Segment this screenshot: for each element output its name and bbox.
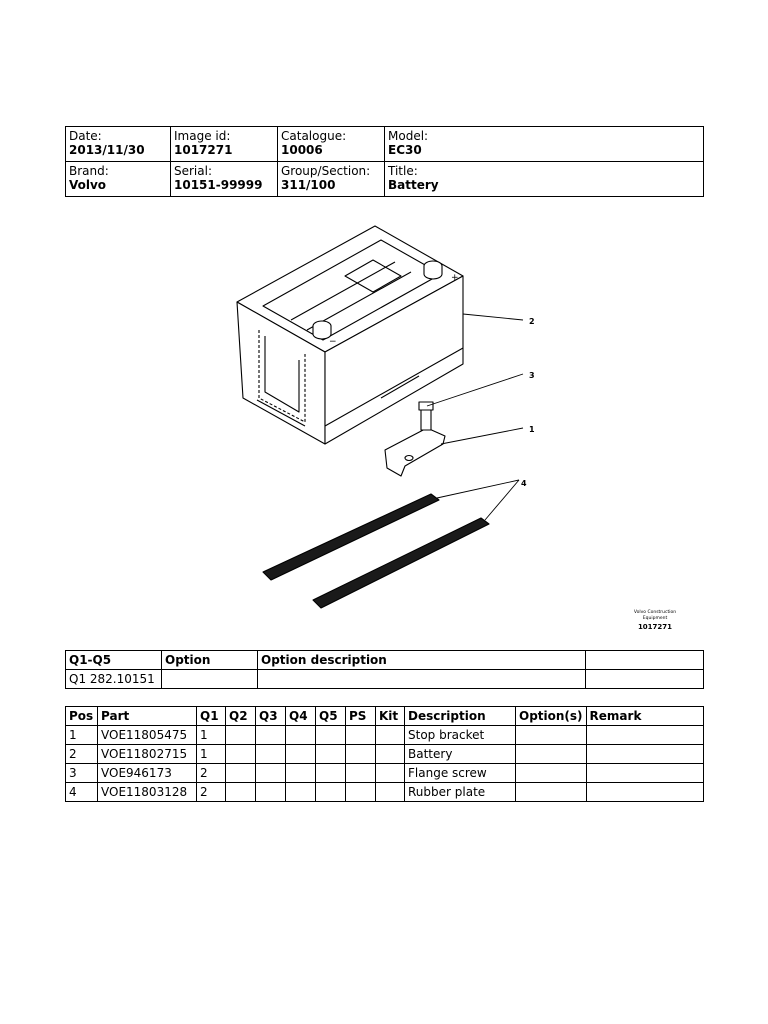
catalogue-label: Catalogue: bbox=[281, 129, 347, 143]
rubber-plate-2 bbox=[313, 518, 489, 608]
svg-text:+: + bbox=[451, 273, 459, 283]
q4-cell bbox=[286, 745, 316, 764]
callout-2: 2 bbox=[529, 317, 535, 326]
description-cell: Battery bbox=[405, 745, 516, 764]
q3-cell bbox=[256, 726, 286, 745]
kit-cell bbox=[376, 764, 405, 783]
parts-header-kit: Kit bbox=[376, 707, 405, 726]
ps-cell bbox=[346, 726, 376, 745]
battery-diagram bbox=[205, 222, 685, 637]
rubber-plate-1 bbox=[263, 494, 439, 580]
group-section-label: Group/Section: bbox=[281, 164, 371, 178]
options-cell: Q1 282.10151 bbox=[66, 670, 162, 689]
parts-header-options: Option(s) bbox=[516, 707, 587, 726]
group-section-cell bbox=[278, 162, 385, 197]
options-header-extra bbox=[586, 651, 704, 670]
image-id-value: 1017271 bbox=[174, 143, 233, 157]
q2-cell bbox=[226, 783, 256, 802]
brand-cell bbox=[66, 162, 171, 197]
q2-cell bbox=[226, 745, 256, 764]
kit-cell bbox=[376, 726, 405, 745]
options-header-option: Option bbox=[162, 651, 258, 670]
q1-cell: 2 bbox=[197, 764, 226, 783]
brand-label: Brand: bbox=[69, 164, 109, 178]
date-cell bbox=[66, 127, 171, 162]
flange-screw-shape bbox=[421, 408, 431, 430]
catalogue-value: 10006 bbox=[281, 143, 323, 157]
options-cell bbox=[162, 670, 258, 689]
part-cell: VOE11805475 bbox=[98, 726, 197, 745]
description-cell: Stop bracket bbox=[405, 726, 516, 745]
remark-cell bbox=[586, 764, 703, 783]
parts-header-ps: PS bbox=[346, 707, 376, 726]
options-cell bbox=[516, 726, 587, 745]
q2-cell bbox=[226, 764, 256, 783]
table-row bbox=[66, 726, 704, 745]
pos-cell: 4 bbox=[66, 783, 98, 802]
exploded-view-figure bbox=[205, 222, 685, 637]
parts-header-description: Description bbox=[405, 707, 516, 726]
q1-cell: 1 bbox=[197, 726, 226, 745]
brand-value: Volvo bbox=[69, 178, 107, 192]
remark-cell bbox=[586, 726, 703, 745]
kit-cell bbox=[376, 745, 405, 764]
options-cell bbox=[586, 670, 704, 689]
serial-label: Serial: bbox=[174, 164, 212, 178]
q5-cell bbox=[316, 783, 346, 802]
kit-cell bbox=[376, 783, 405, 802]
q2-cell bbox=[226, 726, 256, 745]
table-row bbox=[66, 783, 704, 802]
callout-1: 1 bbox=[529, 425, 535, 434]
options-cell bbox=[516, 745, 587, 764]
q1-cell: 1 bbox=[197, 745, 226, 764]
title-label: Title: bbox=[388, 164, 418, 178]
model-value: EC30 bbox=[388, 143, 422, 157]
group-section-value: 311/100 bbox=[281, 178, 336, 192]
q3-cell bbox=[256, 783, 286, 802]
parts-header-q5: Q5 bbox=[316, 707, 346, 726]
part-cell: VOE11802715 bbox=[98, 745, 197, 764]
remark-cell bbox=[586, 745, 703, 764]
model-label: Model: bbox=[388, 129, 429, 143]
q3-cell bbox=[256, 764, 286, 783]
date-label: Date: bbox=[69, 129, 102, 143]
serial-value: 10151-99999 bbox=[174, 178, 263, 192]
stop-bracket-shape bbox=[385, 428, 445, 476]
q5-cell bbox=[316, 745, 346, 764]
parts-header-q3: Q3 bbox=[256, 707, 286, 726]
q4-cell bbox=[286, 764, 316, 783]
callout-4: 4 bbox=[521, 479, 527, 488]
options-table bbox=[65, 650, 704, 689]
caption-image-id: 1017271 bbox=[637, 623, 673, 631]
options-cell bbox=[516, 783, 587, 802]
serial-cell bbox=[171, 162, 278, 197]
parts-header-q1: Q1 bbox=[197, 707, 226, 726]
remark-cell bbox=[586, 783, 703, 802]
model-cell bbox=[385, 127, 704, 162]
pos-cell: 1 bbox=[66, 726, 98, 745]
image-id-label: Image id: bbox=[174, 129, 231, 143]
description-cell: Rubber plate bbox=[405, 783, 516, 802]
part-cell: VOE11803128 bbox=[98, 783, 197, 802]
image-id-cell bbox=[171, 127, 278, 162]
options-header-description: Option description bbox=[258, 651, 586, 670]
parts-header-q2: Q2 bbox=[226, 707, 256, 726]
parts-header-row bbox=[66, 707, 704, 726]
table-row bbox=[66, 745, 704, 764]
q5-cell bbox=[316, 726, 346, 745]
description-cell: Flange screw bbox=[405, 764, 516, 783]
catalogue-cell bbox=[278, 127, 385, 162]
header-info-table bbox=[65, 126, 704, 197]
q1-cell: 2 bbox=[197, 783, 226, 802]
pos-cell: 3 bbox=[66, 764, 98, 783]
pos-cell: 2 bbox=[66, 745, 98, 764]
q4-cell bbox=[286, 726, 316, 745]
title-cell bbox=[385, 162, 704, 197]
caption-line-1: Volvo Construction bbox=[633, 610, 677, 615]
table-row bbox=[66, 764, 704, 783]
date-value: 2013/11/30 bbox=[69, 143, 145, 157]
parts-header-part: Part bbox=[98, 707, 197, 726]
q3-cell bbox=[256, 745, 286, 764]
q4-cell bbox=[286, 783, 316, 802]
parts-header-q4: Q4 bbox=[286, 707, 316, 726]
title-value: Battery bbox=[388, 178, 439, 192]
options-header-q1q5: Q1-Q5 bbox=[66, 651, 162, 670]
q5-cell bbox=[316, 764, 346, 783]
ps-cell bbox=[346, 745, 376, 764]
part-cell: VOE946173 bbox=[98, 764, 197, 783]
ps-cell bbox=[346, 783, 376, 802]
options-header-row bbox=[66, 651, 704, 670]
options-cell bbox=[516, 764, 587, 783]
parts-header-pos: Pos bbox=[66, 707, 98, 726]
options-row bbox=[66, 670, 704, 689]
ps-cell bbox=[346, 764, 376, 783]
parts-table bbox=[65, 706, 704, 802]
parts-header-remark: Remark bbox=[586, 707, 703, 726]
callout-3: 3 bbox=[529, 371, 535, 380]
options-cell bbox=[258, 670, 586, 689]
svg-text:−: − bbox=[329, 337, 337, 347]
caption-line-2: Equipment bbox=[642, 616, 668, 621]
